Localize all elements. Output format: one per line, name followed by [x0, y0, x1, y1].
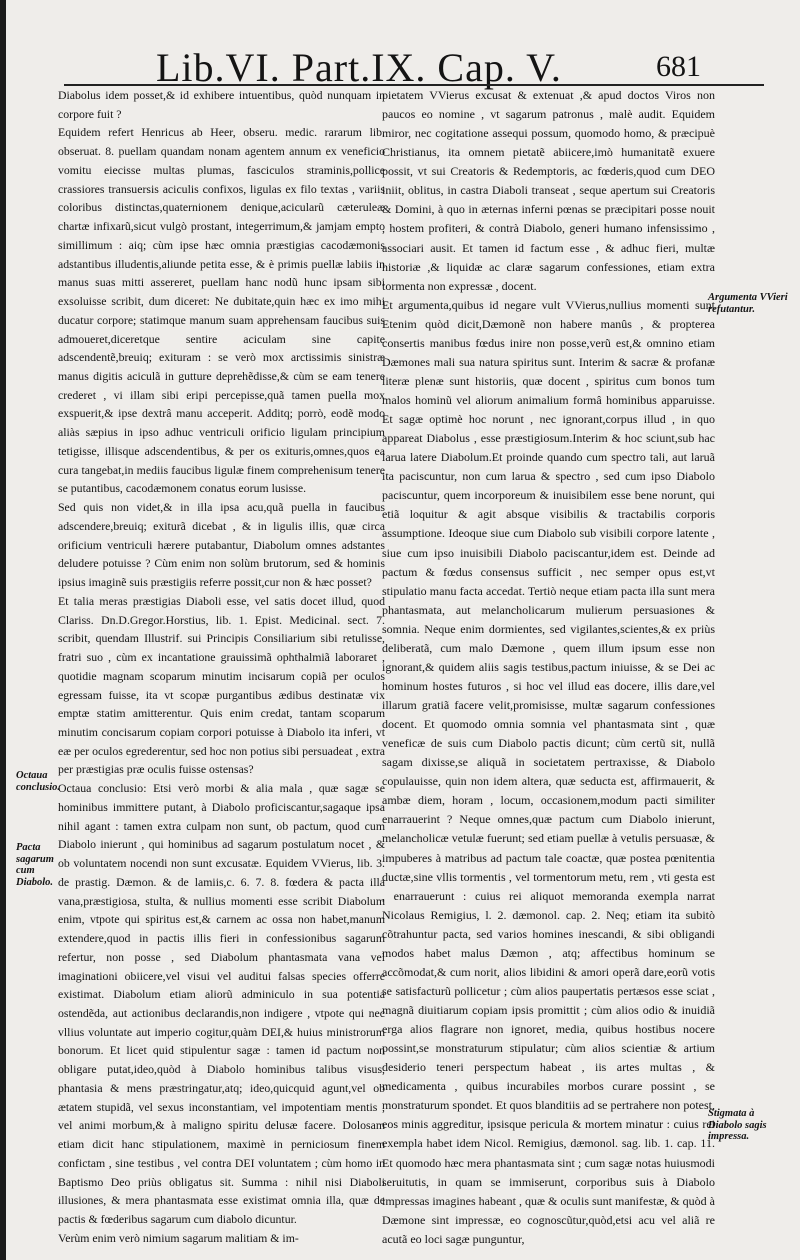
- margin-note-pacta-sagarum: Pacta sagarum cum Diabolo.: [16, 842, 54, 888]
- margin-note-stigmata: Stigmata à Diabolo sagis impressa.: [708, 1108, 767, 1142]
- book-page: [6, 0, 800, 1260]
- left-text-column: [58, 86, 385, 1248]
- margin-note-octaua-conclusio: Octaua conclusio.: [16, 770, 61, 793]
- right-text-column: [382, 86, 715, 1249]
- running-head: Lib.VI. Part.IX. Cap. V.: [156, 45, 562, 90]
- left-column-text: Diabolus idem posset,& id exhibere intuentibus, quòd nunquam in corpore fuit ? Equidem refert Henricus ab Heer, obseru. medic. rararum lib. obseruat. 8. puellam quandam nonam agentem annum ex veneficio vomitu eiecisse multas plumas, fasciculos straminis,pollice crassiores transuersis aciculis confixos, ligulas ex filo textas , variis coloribus distinctas,quaternionem denique,acicularũ cæteruleæ chartæ infixarũ,sicut vulgò prostant, integerrimum,& jamjam empto simillimum : aiq; cùm ipse hæc omnia præstigias cacodæmonis adstantibus illudentis,aliunde petita esse, & è primis puellæ labiis in manus suas mitti assereret, puellam hanc nodũ hunc ipsam sibi exsoluisse scribit, dum diceret: Ne dubitate,quin hæc ex imo mihi ducatur corpore; statimque manum suam apprehensam faucibus suis admoueret,diceretque sentire aciculam sine capite adscendentẽ,breuiq; exituram : se verò mox arctissimis sinistræ manus digitis aciculã in gutture deprehẽdisse,& cùm se eam tenere crederet , vi illam sibi eripi percepisse,quã tamen puella mox exspuerit,& ipse dextrâ manu acceperit. Additq; porrò, eodẽ modo aliàs sæpius in ipso adhuc ventriculi orificio ligulam principium tetigisse, illisque adscendentibus, & per os exituris,omnes,quos ea cura tangebat,in mediis faucibus ligulæ finem comprehenisum tenere se putantibus, cacodæmonem conatus eorum lusisse. Sed quis non videt,& in illa ipsa acu,quã puella in faucibus adscendere,breuiq; exiturã dicebat , & in ligulis illis, quæ circa orificium ventriculi hærere putabantur, Diabolum omnes adstantes deludere potuisse ? Cùm enim non solùm brutorum, sed & hominis ipsius imaginẽ suis præstigiis referre possit,cur non & hæc posset? Et talia meras præstigias Diaboli esse, vel satis docet illud, quod Clariss. Dn.D.Gregor.Horstius, lib. 1. Epist. Medicinal. sect. 7. scribit, quendam Illustrif. sui Principis Consiliarium sibi retulisse, fratri suo , cùm ex incantatione grauissimã ophthalmiã laboraret , quotidie magnam scoparum minutim incisarum copiã per oculos egressam fuisse, ita vt scopæ purgantibus ædibus destinatæ vix emptæ statim amitterentur. Quis enim credat, tantam scoparum minutim concisarum copiam corpori potuisse à Diabolo ita inferi, vt eæ per oculos egrederentur, sed hoc non potius sibi persuadeat , extra per præstigias præ oculis fuisse ostensas? Octaua conclusio: Etsi verò morbi & alia mala , quæ sagæ se hominibus immittere putant, à Diabolo proficiscantur,sagaque ipsa nihil agant : tamen extra culpam non sunt, ob pactum, quod cum Diabolo inierunt , qui hominibus ad sagarum postulatum nocet , & ob voluntatem nocendi non sunt excusatæ. Equidem VVierus, lib. 3. de prastig. Dæmon. & de lamiis,c. 6. 7. 8. fœdera & pacta illa vana,præstigiosa, stulta, & nullius momenti esse scribit Diabolum enim, vtpote qui spiritus est,& carnem ac ossa non habet,manum extendere,quod in pactis illis fieri in confessionibus sagarum refertur, non posse , sed Diabolum phantasmata vana vel imaginationi obiicere,vel visui vel auditui falsas species offerre existimat. Diabolum etiam aliorũ adminiculo in sua potentia ostendẽda, aut actionibus declarandis,non indigere , vtpote qui nec vllius voluntate aut imperio cogitur,quàm DEI,& huius ministrorum bonorum. Et licet quid stipulentur sagæ : tamen id pactum non obligare putat,ideo,quòd à Diabolo hominibus talibus visus, phantasia & mens præstringatur,atq; ideo,quicquid agunt,vel ob ætatem stupidã, vel sexus inconstantiam, vel impotentiam mentis , vel animi morbum,& à maligno spiritu delusæ facere. Dolosam etiam dicit hanc stipulationem, maximè in perniciosum finem confictam , sine testibus , vel contra DEI voluntatem ; cùm homo in Baptismo Deo priùs obligatus sit. Summa : nihil nisi Diaboli illusiones, & mera phantasmata esse existimat omnia illa, quæ de pactis & fœderibus sagarum cum diabolo dicuntur. Verùm enim verò nimium sagarum malitiam & im-: [58, 88, 385, 1245]
- margin-note-argumenta-wieri: Argumenta VVieri refutantur.: [708, 292, 788, 315]
- page-number: 681: [656, 50, 701, 83]
- right-column-text: pietatem VVierus excusat & extenuat ,& apud doctos Viros non paucos eo nomine , vt sagarum patronus , malè audit. Equidem miror, nec cogitatione assequi possum, quomodo homo, & præcipuè Christianus, ita omnem pietatẽ abiicere,imò humanitatẽ exuere possit, vt sui Creatoris & Redemptoris, ac fœderis,quod cum DEO iniit, oblitus, in castra Diaboli transeat , seque apertum sui Creatoris & Domini, à quo in æternas inferni pœnas se præcipitari posse nouit , hostem profiteri, & contrà Diabolo, generi humano infensissimo , associari ausit. Et tamen id factum esse , & adhuc fieri, multæ historiæ ,& liquidæ ac claræ sagarum confessiones, etiam extra tormenta non expressæ , docent. Et argumenta,quibus id negare vult VVierus,nullius momenti sunt Etenim quòd dicit,Dæmonẽ non habere manûs , & propterea consertis manibus fœdus inire non posse,verũ est,& omnino etiam Dæmones mali sua natura spiritus sunt. Interim & sacræ & profanæ literæ plenæ sunt historiis, quæ docent , spiritus cum bonos tum malos hominũ vel aliorum animalium formâ hominibus apparuisse. Et sagæ optimè hoc norunt , nec ignorant,corpus illud , in quo appareat Diabolus , esse præstigiosum.Interim & hoc sciunt,sub hac larua latere Diabolum.Et proinde quando cum spectro tali, aut laruã ita paciscuntur, non cum larua & spectro , sed cum ipso Diabolo paciscuntur, quem incorporeum & inuisibilem esse bene norunt, qui etiã loquitur & agit absque visibilis & tractabilis corporis assumptione. Ideoque siue cum Diabolo sub visibili corpore latente , siue cum ipso inuisibili Diabolo paciscantur,idem est. Deinde ad pactum & fœdus consensus sufficit , nec semper opus est,vt stipulatio manu facta accedat. Tertiò neque etiam pacta illa sunt mera phantasmata, aut melancholicarum mulierum persuasiones & somnia. Neque enim dormientes, sed vigilantes,scientes,& ex priùs deliberatã, cum malo Dæmone , quem illum ipsum esse non ignorant,& quidem aliis sagis testibus,pactum iniuisse, & se Dei ac hominum hostes futuros , si hoc vel illud eas docere, illis dare,vel illarum gratiã facere velit,promisisse, multæ sagarum confessiones docent. Et quomodo omnia somnia vel phantasmata sint , quæ veneficæ de suis cum Diabolo pactis dicunt; cùm certũ sit, nullã sagam dixisse,se aliquã in societatem pertraxisse, & Diabolo copulauisse, quin non idem altera, quæ seducta est, affirmauerit, & ambæ diem, horam , locum, occasionem,modum pacti similiter enarrauerint ? Neque omnes,quæ pactum cum Diabolo inierunt, melancholicæ vetulæ fuerunt; sed etiam puellæ à vetulis persuasæ, & impuberes à matribus ad pactum tale coactæ, quæ postea pœnitentia ductæ,sine vllis tormentis , vel tormentorum metu, rem , vti gesta est , enarrauerunt : cuius rei aliquot memoranda exempla narrat Nicolaus Remigius, l. 2. dæmonol. cap. 2. Neq; etiam ita subitò cõtrahuntur pacta, sed varios homines inescandi, & sibi obligandi modos habet malus Dæmon , atq; affectibus hominum se accõmodat,& cum norit, alios libidini & amori operã dare,eorũ votis se satisfacturũ pollicetur ; cùm alios paupertatis pertæsos esse sciat , magnã diuitiarum copiam ipsis promittit ; cùm alios odio & inuidiã erga alios flagrare non ignoret, media, quibus hostibus nocere possint,se monstraturum stipulatur; cùm alios scientiæ & artium desiderio teneri perspectum habeat , iis artes multas , & medicamenta , quibus incurabiles morbos curare possint , se monstraturum spondet. Et quos blanditiis ad se pertrahere non potest, eos minis aggreditur, ipsisque pericula & mortem minatur : cuius rei exempla habet idem Nicol. Remigius, dæmonol. sag. lib. 1. cap. 11. Et quomodo hæc mera phantasmata sint ; cum sagæ notas huiusmodi seruitutis, in quam se immiserunt, corporibus suis à Diabolo impressas imagines habeant , quæ & oculis sunt manifestæ, & quòd à Dæmone sint impressæ, eo cognoscũtur,quòd,etsi acu vel aliã re acutã eo loci sagæ punguntur,: [382, 88, 715, 1246]
